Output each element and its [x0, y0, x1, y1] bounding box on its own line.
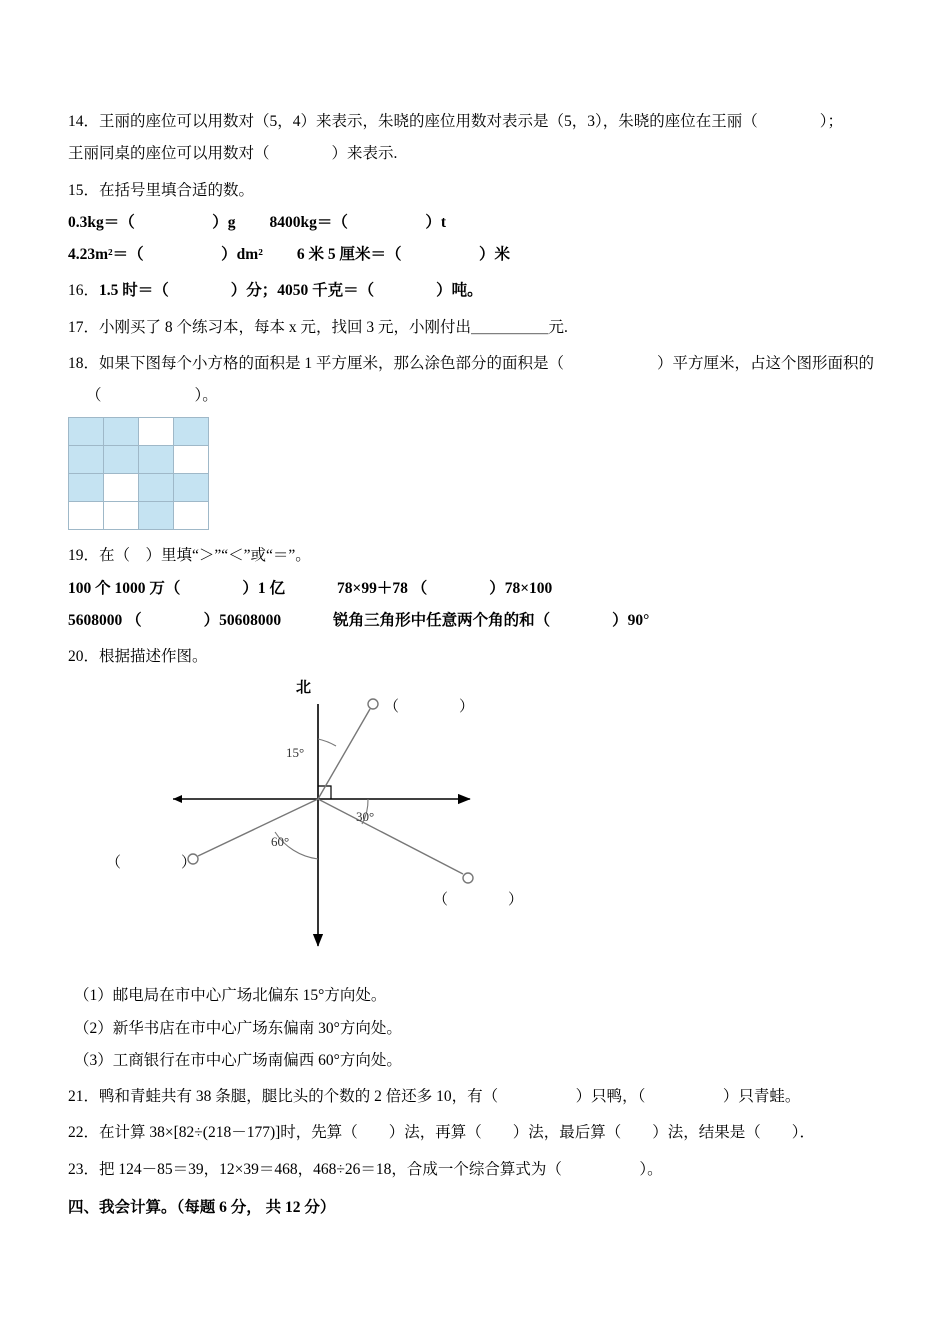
question-20-title: 根据描述作图。 [99, 648, 208, 665]
label-angle-15: 15° [286, 745, 305, 761]
point-southeast [463, 873, 473, 883]
question-20-title-row [68, 645, 888, 668]
question-19-line1-a: 100 个 1000 万（ ）1 亿 [68, 579, 286, 597]
question-18-number: 18． [68, 354, 100, 372]
arc-15 [318, 739, 336, 746]
question-18-line2: （ ）。 [86, 387, 218, 404]
question-23-text: 把 124－85＝39，12×39＝468，468÷26＝18，合成一个综合算式为（ ）。 [99, 1160, 663, 1178]
grid-cell [139, 418, 174, 446]
question-15-line1-b: 8400kg＝（ ）t [269, 213, 447, 231]
question-21-text: 鸭和青蛙共有 38 条腿，腿比头的个数的 2 倍还多 10，有（ ）只鸭，（ ）只青蛙。 [99, 1088, 801, 1105]
question-19-line2-a: 5608000 （ ）50608000 [68, 611, 282, 629]
grid-cell [139, 474, 174, 502]
question-22-number: 22． [68, 1124, 100, 1142]
grid-cell [104, 446, 139, 474]
question-15-title: 在括号里填合适的数。 [99, 181, 255, 199]
grid-body [69, 418, 209, 530]
question-20 [68, 645, 888, 1072]
question-16-number: 16． [68, 282, 100, 300]
section-4-title: 四、我会计算。（每题 6 分， 共 12 分） [68, 1198, 336, 1216]
grid-row [69, 502, 209, 530]
question-20-number: 20． [68, 648, 100, 665]
grid-row [69, 418, 209, 446]
grid-cell [69, 502, 104, 530]
question-14-line1 [68, 110, 888, 133]
label-angle-60: 60° [271, 834, 290, 850]
question-14-text1: 王丽的座位可以用数对（5，4）来表示，朱晓的座位用数对表示是（5，3），朱晓的座位在王丽（ ）； [99, 113, 844, 130]
question-19-line2-b: 锐角三角形中任意两个角的和（ ）90° [333, 611, 650, 629]
question-19-number: 19． [68, 547, 100, 565]
question-23 [68, 1158, 888, 1181]
grid-cell [174, 502, 209, 530]
label-angle-30: 30° [356, 809, 375, 825]
question-20-item-1: （1）邮电局在市中心广场北偏东 15°方向处。 [74, 987, 387, 1005]
question-19-line1 [68, 577, 888, 600]
question-15-line2-a: 4.23m²＝（ ）dm² [68, 246, 263, 263]
question-15-number: 15． [68, 181, 100, 199]
blank-southwest: （ ） [106, 855, 197, 872]
question-21-number: 21． [68, 1088, 100, 1105]
grid-cell [104, 418, 139, 446]
question-19 [68, 544, 888, 632]
question-19-line2 [68, 609, 888, 632]
question-20-item-2: （2）新华书店在市中心广场东偏南 30°方向处。 [74, 1019, 402, 1037]
axis-west-arrow [173, 795, 182, 803]
question-18 [68, 352, 888, 531]
question-15 [68, 179, 888, 267]
blank-southeast: （ ） [433, 892, 524, 909]
ray-southwest [198, 799, 318, 856]
question-16-text: 1.5 时＝（ ）分；4050 千克＝（ ）吨。 [99, 282, 483, 300]
grid-cell [69, 418, 104, 446]
question-19-line1-b: 78×99＋78 （ ）78×100 [337, 579, 553, 597]
question-15-line1-a: 0.3kg＝（ ）g [68, 213, 236, 231]
grid-cell [104, 502, 139, 530]
label-north: 北 [296, 680, 312, 697]
grid-row [69, 474, 209, 502]
question-14 [68, 110, 888, 166]
question-17 [68, 316, 888, 339]
grid-cell [69, 446, 104, 474]
question-16 [68, 279, 888, 302]
blank-northeast: （ ） [384, 699, 475, 716]
question-18-text1: 如果下图每个小方格的面积是 1 平方厘米，那么涂色部分的面积是（ ）平方厘米，占这个图形面积的 [99, 354, 875, 372]
direction-diagram [68, 674, 888, 974]
question-15-title-row [68, 179, 888, 202]
question-15-line2-b: 6 米 5 厘米＝（ ）米 [296, 246, 511, 263]
exam-content [68, 110, 888, 1217]
grid-cell [139, 446, 174, 474]
grid-cell [174, 446, 209, 474]
grid-cell [104, 474, 139, 502]
question-17-text: 小刚买了 8 个练习本，每本 x 元，找回 3 元，小刚付出＿＿＿＿＿元. [99, 318, 568, 336]
question-18-line1 [68, 352, 888, 375]
direction-diagram-svg [106, 674, 638, 974]
question-22 [68, 1121, 888, 1144]
question-14-number: 14． [68, 113, 100, 130]
ray-southeast [318, 799, 463, 874]
grid-cell [174, 418, 209, 446]
question-21 [68, 1085, 888, 1108]
point-northeast [368, 699, 378, 709]
question-19-title: 在（ ）里填“＞”“＜”或“＝”。 [99, 547, 311, 565]
grid-row [69, 446, 209, 474]
shaded-grid-figure [68, 417, 209, 530]
grid-cell [69, 474, 104, 502]
question-14-line2: 王丽同桌的座位可以用数对（ ）来表示. [68, 145, 398, 163]
grid-cell [174, 474, 209, 502]
ray-northeast [318, 709, 370, 799]
question-17-number: 17． [68, 318, 100, 336]
question-20-item-3: （3）工商银行在市中心广场南偏西 60°方向处。 [74, 1051, 402, 1069]
grid-cell [139, 502, 174, 530]
question-22-text: 在计算 38×[82÷(218－177)]时，先算（ ）法，再算（ ）法，最后算（ ）法，结果是（ ）． [99, 1124, 816, 1142]
question-15-line2 [68, 243, 888, 266]
question-23-number: 23． [68, 1160, 100, 1178]
question-15-line1 [68, 211, 888, 234]
question-19-title-row [68, 544, 888, 567]
